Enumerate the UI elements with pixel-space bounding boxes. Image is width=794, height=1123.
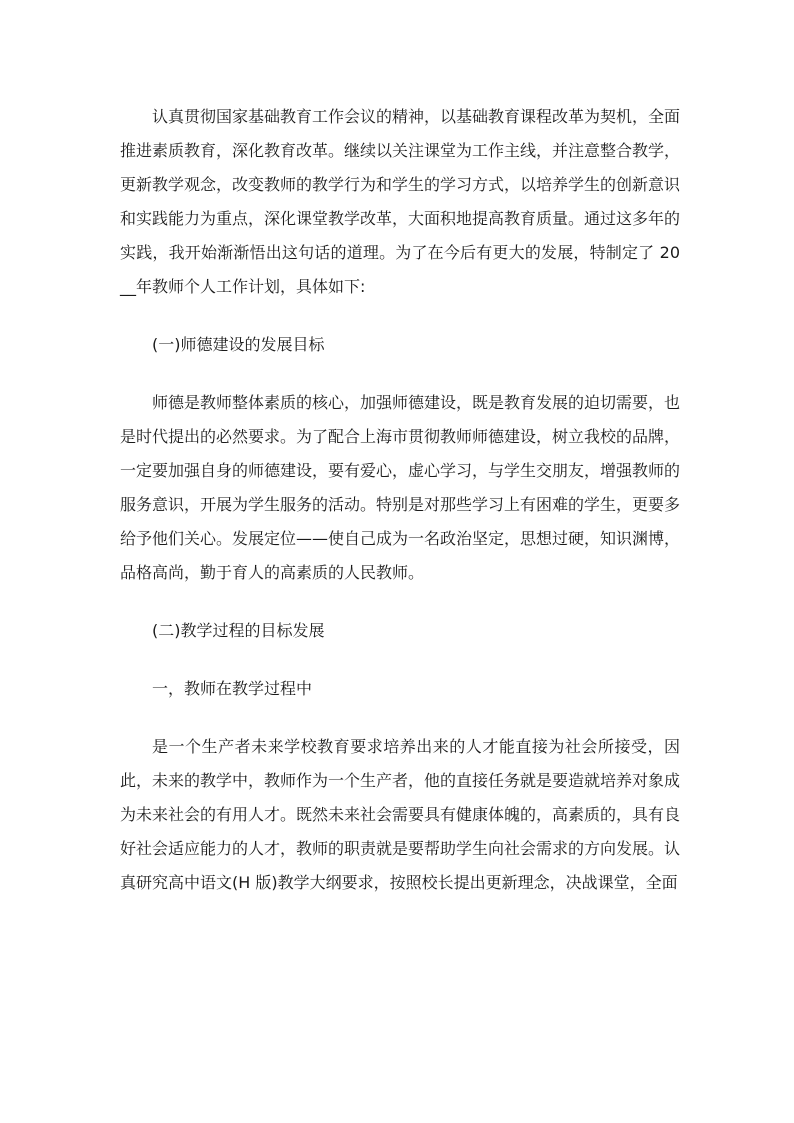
teaching-paragraph: 是一个生产者未来学校教育要求培养出来的人才能直接为社会所接受，因此，未来的教学中，教师作为一个生产者，他的直接任务就是要造就培养对象成为未来社会的有用人才。既然未来社会需要具有健康体魄的，高素质的，具有良好社会适应能力的人才，教师的职责就是要帮助学生向社会需求的方向发展。认真研究高中语文(H 版)教学大纲要求，按照校长提出更新理念，决战课堂，全面 <box>120 737 681 892</box>
section-heading-ethics: (一)师德建设的发展目标 <box>152 335 325 354</box>
subsection-heading: 一，教师在教学过程中 <box>152 679 313 698</box>
spacer <box>120 648 680 672</box>
spacer <box>120 362 680 386</box>
document-page <box>120 100 680 900</box>
spacer <box>120 706 680 730</box>
ethics-paragraph: 师德是教师整体素质的核心，加强师德建设，既是教育发展的迫切需要，也是时代提出的必然要求。为了配合上海市贯彻教师师德建设，树立我校的品牌，一定要加强自身的师德建设，要有爱心，虚心学习，与学生交朋友，增强教师的服务意识，开展为学生服务的活动。特别是对那些学习上有困难的学生，更要多给予他们关心。发展定位——使自己成为一名政治坚定，思想过硬，知识渊博，品格高尚，勤于育人的高素质的人民教师。 <box>120 393 681 582</box>
spacer <box>120 304 680 328</box>
section-heading-teaching: (二)教学过程的目标发展 <box>152 621 325 640</box>
intro-paragraph: 认真贯彻国家基础教育工作会议的精神，以基础教育课程改革为契机，全面推进素质教育，深化教育改革。继续以关注课堂为工作主线，并注意整合教学，更新教学观念，改变教师的教学行为和学生的学习方式，以培养学生的创新意识和实践能力为重点，深化课堂教学改革，大面积地提高教育质量。通过这多年的实践，我开始渐渐悟出这句话的道理。为了在今后有更大的发展，特制定了 20__年教师个人工作计划，具体如下: <box>120 107 681 296</box>
spacer <box>120 590 680 614</box>
